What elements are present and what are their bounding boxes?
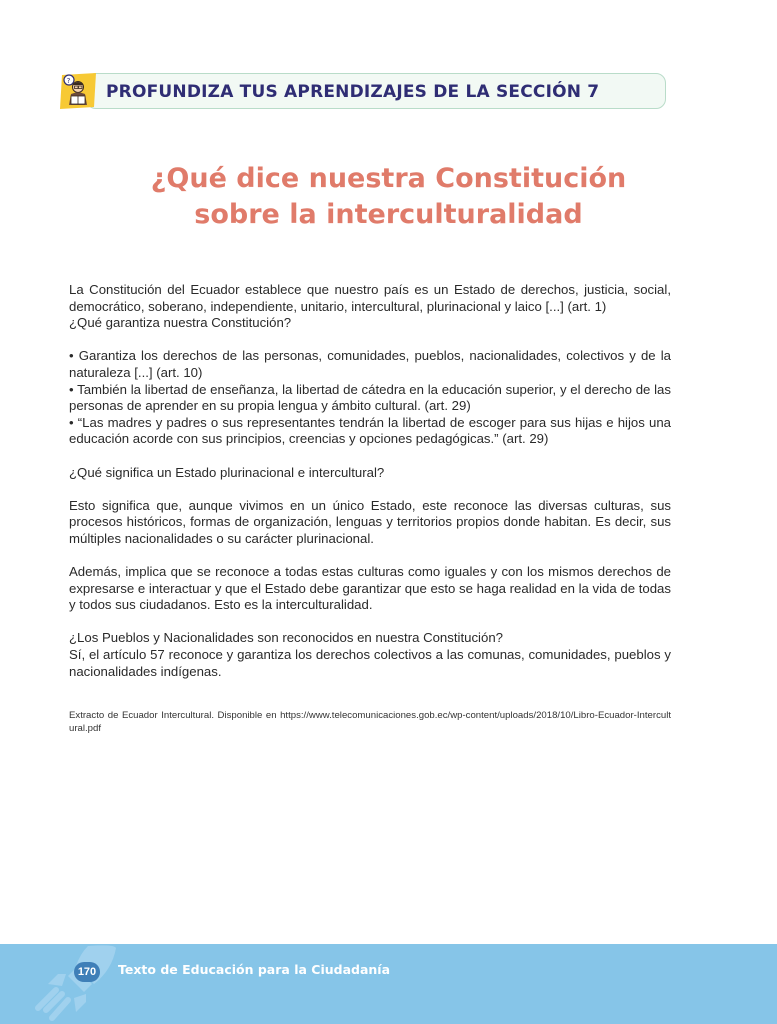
bullet-item: • También la libertad de enseñanza, la libertad de cátedra en la educación superior, y el derecho de las personas de aprender en su propia lengua y ámbito cultural. (art. 29) xyxy=(69,381,671,414)
question-recognition: ¿Los Pueblos y Nacionalidades son reconocidos en nuestra Constitución? xyxy=(69,630,503,646)
intro-paragraph: La Constitución del Ecuador establece que nuestro país es un Estado de derechos, justicia, social, democrático, soberano, independiente, unitario, intercultural, plurinacional y laico [...] (art. 1) xyxy=(69,282,671,314)
page-number: 170 xyxy=(74,962,100,982)
section-title: PROFUNDIZA TUS APRENDIZAJES DE LA SECCIÓN 7 xyxy=(106,82,600,102)
rocket-icon xyxy=(28,944,124,1024)
page-title-line-1: ¿Qué dice nuestra Constitución xyxy=(150,163,627,194)
bullet-item: • “Las madres y padres o sus representantes tendrán la libertad de escoger para sus hijas e hijos una educación acorde con sus principios, creencias y opciones pedagógicas.” (art. 29) xyxy=(69,414,671,447)
interculturality-paragraph: Además, implica que se reconoce a todas estas culturas como iguales y con los mismos derechos de expresarse e interactuar y que el Estado debe garantizar que esto se haga realidad en la vida de todas y todos sus ciudadanos. Esto es la interculturalidad. xyxy=(69,564,671,613)
page-title-line-2: sobre la interculturalidad xyxy=(194,199,583,230)
page-footer xyxy=(0,944,777,1024)
svg-text:?: ? xyxy=(66,77,71,85)
answer-paragraph: Sí, el artículo 57 reconoce y garantiza los derechos colectivos a las comunas, comunidades, pueblos y nacionalidades indígenas. xyxy=(69,647,671,679)
student-reading-icon xyxy=(56,71,100,111)
book-title: Texto de Educación para la Ciudadanía xyxy=(118,962,391,977)
source-note: Extracto de Ecuador Intercultural. Disponible en https://www.telecomunicaciones.gob.ec/wp-content/uploads/2018/10/Libro-Ecuador-Intercultural.pdf xyxy=(69,710,671,734)
bullet-item: • Garantiza los derechos de las personas, comunidades, pueblos, nacionalidades, colectivos y de la naturaleza [...] (art. 10) xyxy=(69,348,671,380)
section-banner xyxy=(56,73,668,111)
explanation-paragraph: Esto significa que, aunque vivimos en un único Estado, este reconoce las diversas culturas, sus procesos históricos, formas de organización, lenguas y territorios propios donde habitan. Es decir, sus múltiples nacionalidades o su carácter plurinacional. xyxy=(69,497,671,546)
question-plurinational: ¿Qué significa un Estado plurinacional e intercultural? xyxy=(69,464,385,480)
page-title xyxy=(0,161,777,233)
article-body xyxy=(69,282,671,680)
question-guarantees: ¿Qué garantiza nuestra Constitución? xyxy=(69,315,292,331)
